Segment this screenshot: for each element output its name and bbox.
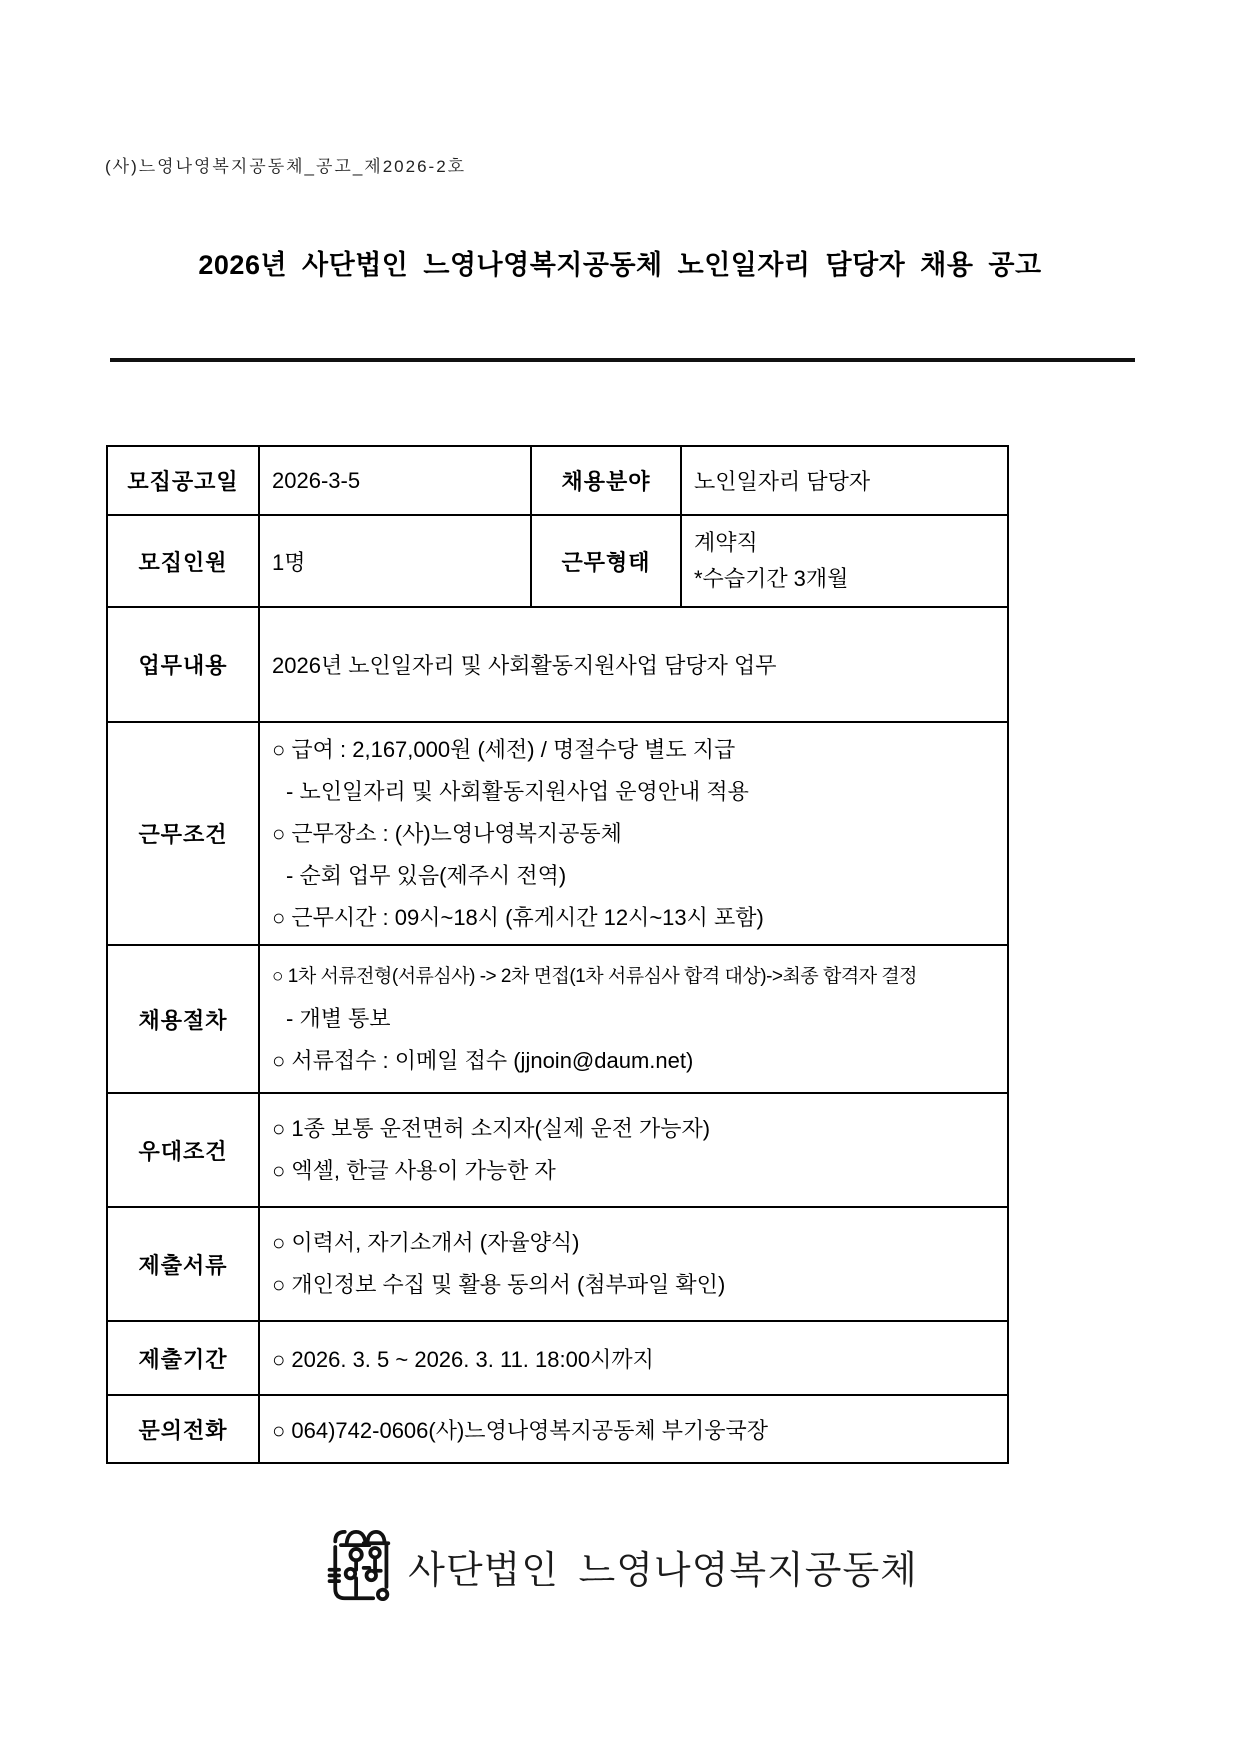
row-label: 우대조건 [107,1093,259,1207]
row-value [681,515,1008,607]
value-line: ○ 엑셀, 한글 사용이 가능한 자 [272,1158,556,1183]
recruitment-table [106,445,1009,1464]
org-seal-icon [322,1524,394,1608]
row-value [259,1207,1008,1321]
table-row-job-description [107,607,1008,722]
row-label: 채용절차 [107,945,259,1093]
value-line: ○ 근무장소 : (사)느영나영복지공동체 [272,820,622,846]
value-line: ○ 이력서, 자기소개서 (자율양식) [272,1230,580,1255]
row-label: 모집인원 [107,515,259,607]
page-title: 2026년 사단법인 느영나영복지공동체 노인일자리 담당자 채용 공고 [198,250,1042,280]
value-line: ○ 급여 : 2,167,000원 (세전) / 명절수당 별도 지급 [272,736,736,762]
row-label: 제출기간 [107,1321,259,1395]
org-name: 사단법인 느영나영복지공동체 [408,1549,918,1592]
row-label: 문의전화 [107,1395,259,1463]
row-label: 모집공고일 [107,446,259,515]
value-line: 계약직 [694,530,758,555]
row-label: 채용분야 [531,446,681,515]
value-line: *수습기간 3개월 [694,566,849,591]
value-line: ○ 개인정보 수집 및 활용 동의서 (첨부파일 확인) [272,1272,726,1297]
value-line: ○ 근무시간 : 09시~18시 (휴게시간 12시~13시 포함) [272,904,764,930]
table-row-submission-period [107,1321,1008,1395]
row-value [259,722,1008,945]
row-value [259,945,1008,1093]
row-value: 2026-3-5 [259,446,531,515]
table-row-work-conditions [107,722,1008,945]
row-value: 1명 [259,515,531,607]
value-line: - 노인일자리 및 사회활동지원사업 운영안내 적용 [286,778,749,804]
row-value [259,1093,1008,1207]
table-row-preferred-qualifications [107,1093,1008,1207]
row-label: 업무내용 [107,607,259,722]
row-value: 노인일자리 담당자 [681,446,1008,515]
value-line: ○ 서류접수 : 이메일 접수 (jjnoin@daum.net) [272,1048,694,1073]
row-label: 근무형태 [531,515,681,607]
table-row-required-documents [107,1207,1008,1321]
row-value: ○ 064)742-0606(사)느영나영복지공동체 부기웅국장 [259,1395,1008,1463]
value-line: ○ 1차 서류전형(서류심사) -> 2차 면접(1차 서류심사 합격 대상)->최종 합격자 결정 [272,966,918,987]
doc-number: (사)느영나영복지공동체_공고_제2026-2호 [105,157,467,176]
row-label: 제출서류 [107,1207,259,1321]
value-line: - 순회 업무 있음(제주시 전역) [286,862,567,888]
row-value: 2026년 노인일자리 및 사회활동지원사업 담당자 업무 [259,607,1008,722]
table-row-headcount [107,515,1008,607]
value-line: ○ 1종 보통 운전면허 소지자(실제 운전 가능자) [272,1116,711,1141]
table-row-contact-phone [107,1395,1008,1463]
row-label: 근무조건 [107,722,259,945]
table-row-announce-date [107,446,1008,515]
value-line: - 개별 통보 [286,1006,391,1031]
title-divider [110,358,1135,362]
row-value: ○ 2026. 3. 5 ~ 2026. 3. 11. 18:00시까지 [259,1321,1008,1395]
table-row-hiring-process [107,945,1008,1093]
org-footer [0,1524,1240,1608]
